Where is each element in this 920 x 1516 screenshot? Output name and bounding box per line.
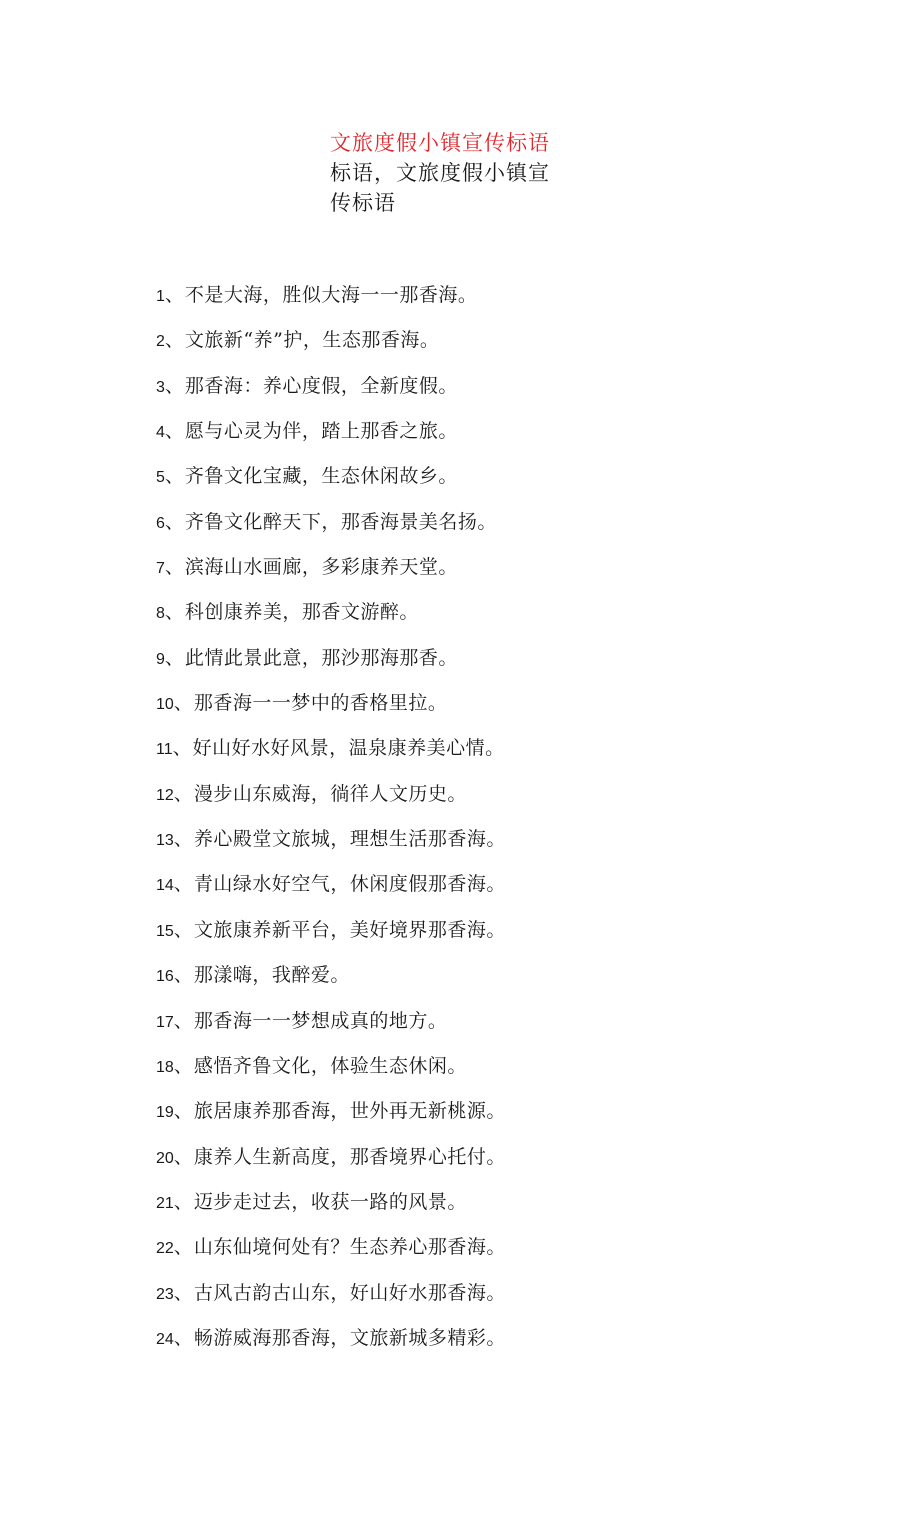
slogan-item xyxy=(156,868,506,913)
title-black-part: 标语，文旅度假小镇宣传标语 xyxy=(330,161,550,215)
slogan-separator: 、 xyxy=(164,329,184,352)
slogan-number: 8 xyxy=(156,605,165,623)
slogan-number: 6 xyxy=(156,514,165,532)
slogan-number: 2 xyxy=(156,333,165,351)
slogan-number: 16 xyxy=(156,968,174,986)
slogan-text: 此情此景此意，那沙那海那香。 xyxy=(184,646,458,669)
slogan-text: 齐鲁文化宝藏，生态休闲故乡。 xyxy=(184,465,458,488)
slogan-number: 18 xyxy=(156,1058,174,1076)
slogan-separator: 、 xyxy=(164,510,184,533)
slogan-separator: 、 xyxy=(173,1100,193,1123)
slogan-item xyxy=(156,279,506,324)
slogan-item xyxy=(156,370,506,415)
slogan-number: 3 xyxy=(156,378,165,396)
slogan-separator: 、 xyxy=(173,918,193,941)
slogan-text: 那香海一一梦想成真的地方。 xyxy=(193,1009,448,1032)
slogan-text: 滨海山水画廊，多彩康养天堂。 xyxy=(184,556,458,579)
slogan-separator: 、 xyxy=(173,873,193,896)
slogan-text: 康养人生新高度，那香境界心托付。 xyxy=(193,1145,506,1168)
slogan-text: 山东仙境何处有？生态养心那香海。 xyxy=(193,1236,506,1259)
slogan-item xyxy=(156,914,506,959)
slogan-number: 17 xyxy=(156,1013,174,1031)
slogan-item xyxy=(156,1277,506,1322)
slogan-item xyxy=(156,1095,506,1140)
slogan-number: 4 xyxy=(156,424,165,442)
slogan-separator: 、 xyxy=(173,782,193,805)
slogan-number: 11 xyxy=(156,741,173,759)
slogan-number: 22 xyxy=(156,1240,174,1258)
slogan-item xyxy=(156,415,506,460)
slogan-separator: 、 xyxy=(173,1190,193,1213)
slogan-separator: 、 xyxy=(173,692,193,715)
slogan-number: 19 xyxy=(156,1104,174,1122)
slogan-number: 9 xyxy=(156,650,165,668)
slogan-item xyxy=(156,1322,506,1367)
title-red-part: 文旅度假小镇宣传标语 xyxy=(330,131,550,155)
slogan-number: 15 xyxy=(156,922,174,940)
slogan-number: 13 xyxy=(156,832,174,850)
slogan-text: 古风古韵古山东，好山好水那香海。 xyxy=(193,1281,506,1304)
slogan-item xyxy=(156,1141,506,1186)
slogan-separator: 、 xyxy=(173,828,193,851)
slogan-item xyxy=(156,596,506,641)
slogan-item xyxy=(156,732,506,777)
slogan-item xyxy=(156,1005,506,1050)
slogan-separator: 、 xyxy=(173,1009,193,1032)
slogan-item xyxy=(156,778,506,823)
slogan-item xyxy=(156,1186,506,1231)
slogan-text: 不是大海，胜似大海一一那香海。 xyxy=(184,284,478,306)
slogan-number: 14 xyxy=(156,877,174,895)
slogan-text: 齐鲁文化醉天下，那香海景美名扬。 xyxy=(184,510,497,533)
slogan-separator: 、 xyxy=(164,465,184,488)
slogan-item xyxy=(156,506,506,551)
slogan-item xyxy=(156,1050,506,1095)
slogan-text: 迈步走过去，收获一路的风景。 xyxy=(193,1190,467,1213)
slogan-text: 旅居康养那香海，世外再无新桃源。 xyxy=(193,1100,506,1123)
slogan-item xyxy=(156,823,506,868)
slogan-text: 科创康养美，那香文游醉。 xyxy=(184,601,419,624)
slogan-number: 21 xyxy=(156,1194,174,1212)
slogan-text: 愿与心灵为伴，踏上那香之旅。 xyxy=(184,420,458,443)
slogan-text: 感悟齐鲁文化，体验生态休闲。 xyxy=(193,1054,467,1077)
slogan-separator: 、 xyxy=(173,1054,193,1077)
slogan-text: 青山绿水好空气，休闲度假那香海。 xyxy=(193,873,506,896)
slogan-number: 24 xyxy=(156,1330,174,1348)
slogan-separator: 、 xyxy=(173,1326,193,1349)
slogan-text: 那香海：养心度假，全新度假。 xyxy=(184,374,458,397)
slogan-separator: 、 xyxy=(164,601,184,624)
slogan-text: 那香海一一梦中的香格里拉。 xyxy=(193,692,448,715)
slogan-separator: 、 xyxy=(164,374,184,397)
slogan-separator: 、 xyxy=(164,420,184,443)
slogan-item xyxy=(156,959,506,1004)
slogan-number: 10 xyxy=(156,696,174,714)
slogan-number: 5 xyxy=(156,469,165,487)
slogan-text: 那漾嗨，我醉爱。 xyxy=(193,964,350,987)
slogan-number: 23 xyxy=(156,1285,174,1303)
slogan-text: 畅游威海那香海，文旅新城多精彩。 xyxy=(193,1326,506,1349)
document-title xyxy=(330,128,550,218)
slogan-separator: 、 xyxy=(164,284,184,306)
slogan-item xyxy=(156,324,506,369)
slogan-item xyxy=(156,1231,506,1276)
slogan-number: 1 xyxy=(156,288,165,305)
slogan-item xyxy=(156,687,506,732)
slogan-separator: 、 xyxy=(173,1281,193,1304)
slogan-number: 20 xyxy=(156,1149,174,1167)
slogan-separator: 、 xyxy=(173,964,193,987)
slogan-text: 文旅新“养”护，生态那香海。 xyxy=(184,329,440,352)
slogan-text: 养心殿堂文旅城，理想生活那香海。 xyxy=(193,828,506,851)
slogan-separator: 、 xyxy=(173,1236,193,1259)
slogan-item xyxy=(156,551,506,596)
slogan-separator: 、 xyxy=(173,1145,193,1168)
slogan-text: 好山好水好风景，温泉康养美心情。 xyxy=(192,737,505,760)
slogan-text: 文旅康养新平台，美好境界那香海。 xyxy=(193,918,506,941)
slogan-item xyxy=(156,642,506,687)
slogan-number: 7 xyxy=(156,560,165,578)
slogan-number: 12 xyxy=(156,786,174,804)
slogan-item xyxy=(156,460,506,505)
slogan-separator: 、 xyxy=(172,737,192,760)
slogan-list xyxy=(156,279,506,1367)
slogan-text: 漫步山东威海，徜徉人文历史。 xyxy=(193,782,467,805)
slogan-separator: 、 xyxy=(164,646,184,669)
slogan-separator: 、 xyxy=(164,556,184,579)
